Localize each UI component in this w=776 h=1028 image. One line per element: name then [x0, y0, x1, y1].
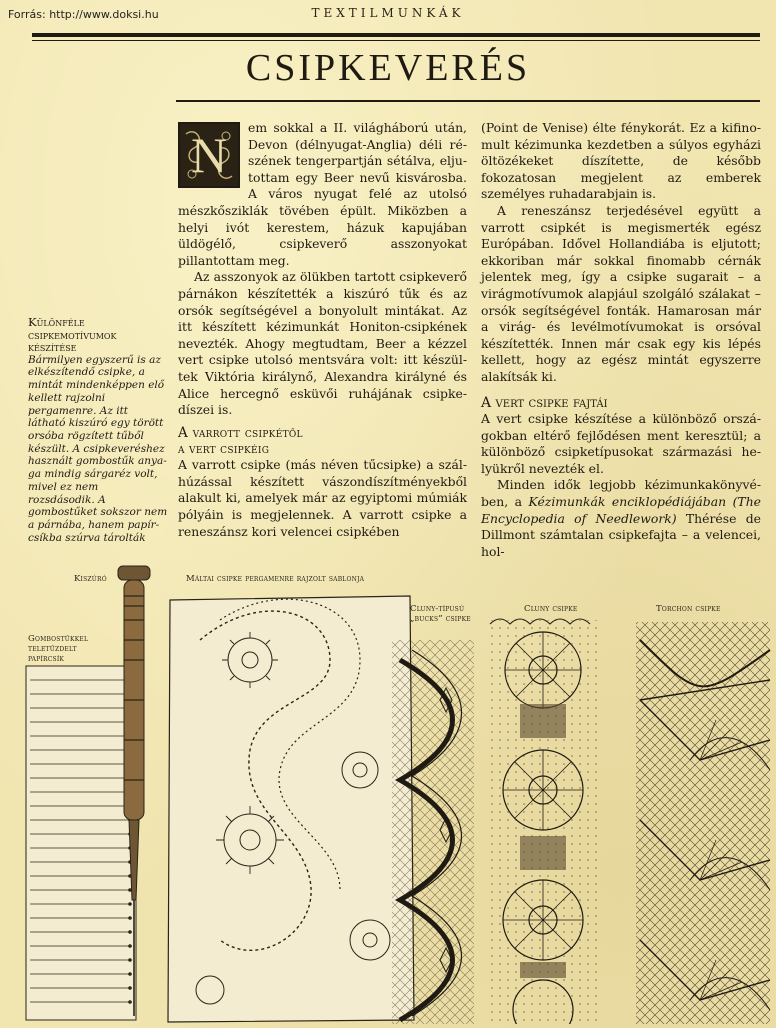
section-heading-1b: a vert csipkéig [178, 440, 270, 456]
torchon-lace-icon [636, 622, 770, 1024]
col2-paragraph-4: Minden idők legjobb kézimunkakönyvében, a Kézimunkák enciklopédiájában (The Encyclopedia of Needlework) Thérése de Dillmont számtalan csipkefajta – a velencei, hol- [481, 477, 762, 559]
col1-paragraph-3: A varrott csipke (más néven tűcsipke) a szálhúzással készített vászondíszítményekből alakult ki, amelyek már az egyiptomi múmiák pólyáin is megjelennek. A varrott csipke a reneszánsz kori velencei csipkében [178, 457, 467, 539]
sidenote-heading: Különféle csipkemotívumok készítése [28, 315, 117, 355]
title-rule [176, 100, 760, 102]
caption-maltai: Máltai csipke pergamenre rajzolt sablonja [186, 574, 365, 584]
col1-paragraph-2: Az asszonyok az ölükben tartott csipkeverő párnákon készítették a kiszúró tűk és az orsók segítségével a bonyolult mintákat. Az itt készített kézimunkát Honiton-csipkének nevezték. Ahogy megtudtam, Beer a kézzel vert csipke utolsó mentsvára volt: itt készültek Viktória királynő, Alexandra királyné és Alice hercegnő esküvői ruhájának csipkedíszei is. [178, 269, 467, 418]
col2-paragraph-1: (Point de Venise) élte fénykorát. Ez a kifinomult kézimunka kezdetben a súlyos egyházi öltözékeket díszítette, de később fokozatosan megjelent az emberek személyes ruhadarabjain is. [481, 120, 761, 202]
caption-cluny: Cluny csipke [524, 604, 578, 614]
running-head: TEXTILMUNKÁK [311, 6, 465, 20]
pin-strip-icon [26, 666, 136, 1020]
col2-paragraph-2: A reneszánsz terjedésével együtt a varrott csipkét is megismerték egész Európában. Idővel Hollandiába is eljutott; ekkoriban már sokkal finomabb cérnák jelentek meg, így a csipke sugarait – a virágmotívumok alapjául szolgáló szálakat – orsók segítségével fonták. Hamarosan már a virág- és levélmotívumokat is orsóval készítették. Innen már csak egy kis lépés kellett, hogy az egész mintát egyszerre alakítsák ki. [481, 202, 761, 384]
sidenote [28, 316, 168, 544]
caption-cluny-bucks: Cluny-típusú „bucks” csipke [410, 604, 471, 624]
col1-paragraph-1: em sokkal a II. világháború után, Devon (délnyugat-Anglia) déli részének tengerpartján sétálva, eljutottam egy Beer nevű kisvárosba. A város nyugat felé az utolsó mészkősziklák tövében épült. Miközben a helyi ivót kerestem, házuk kapujában üldögélő, csipkeverő asszonyokat pillantottam meg. [178, 120, 467, 268]
lace-illustrations [20, 552, 776, 1024]
text-column-2 [481, 120, 761, 560]
col2-paragraph-3: A vert csipke készítése a különböző országokban eltérő fejlődésen ment keresztül; a különböző csipketípusokat származási helyükről nevezték el. [481, 411, 761, 476]
header-rule-thick [32, 33, 760, 37]
cluny-lace-icon [488, 619, 598, 1024]
text-column-1 [178, 120, 467, 540]
maltese-pattern-icon [168, 596, 414, 1022]
caption-kiszuro: Kiszúró [74, 574, 107, 584]
cluny-bucks-lace-icon [392, 640, 474, 1024]
sidenote-body: Bármilyen egyszerű is az elkészítendő csipke, a mintát mindenképpen elő kellett rajzolni pergamenre. Az itt látható kiszúró egy törött orsóba rögzített tűből készült. A csipkeveréshez használt gombostűk anyaga mindig sárgaréz volt, mivel ez nem rozsdásodik. A gombostűket sokszor nem a párnába, hanem papírcsíkba szúrva tárolták [28, 353, 168, 544]
header-rule-thin [32, 40, 760, 41]
section-heading-2: A vert csipke fajtái [481, 394, 608, 411]
page-title: CSIPKEVERÉS [245, 47, 531, 89]
caption-torchon: Torchon csipke [656, 604, 721, 614]
section-heading-1: A varrott csipkétől [178, 424, 303, 441]
source-credit: Forrás: http://www.doksi.hu [8, 8, 159, 21]
caption-gombostukkel: Gombostűkkel teletűzdelt papírcsík [28, 634, 89, 664]
drop-cap: N [178, 122, 240, 188]
